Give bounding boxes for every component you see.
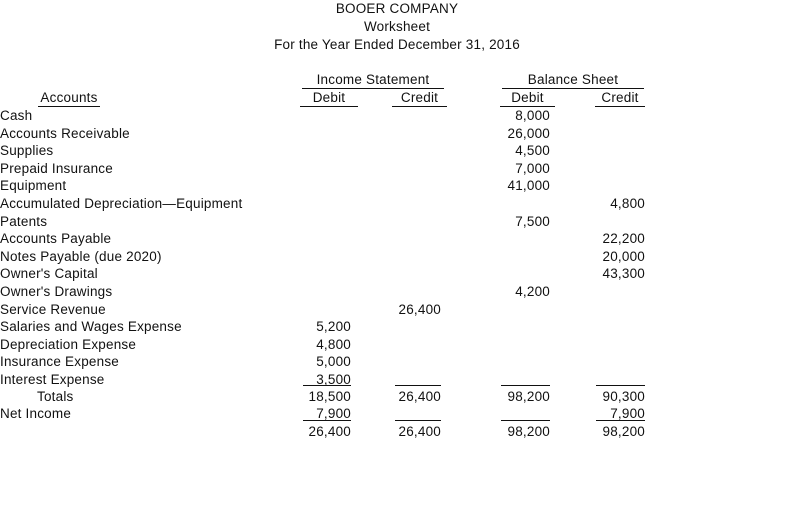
rule-totals-is-credit [395,385,441,386]
rule-grand-bs-credit [596,420,645,421]
account-name: Supplies [0,143,54,158]
bs-credit-cell: 4,800 [610,196,645,211]
grand-total-is-credit: 26,400 [398,424,441,439]
is-debit-cell: 4,800 [316,337,351,352]
bs-debit-cell: 4,500 [515,143,550,158]
account-name: Prepaid Insurance [0,161,113,176]
account-name: Service Revenue [0,302,106,317]
report-title: Worksheet [363,19,431,34]
bs-debit-cell: 7,500 [515,214,550,229]
totals-is-debit: 18,500 [308,389,351,404]
account-name: Insurance Expense [0,354,119,369]
totals-bs-debit: 98,200 [507,389,550,404]
grand-total-is-debit: 26,400 [308,424,351,439]
report-period: For the Year Ended December 31, 2016 [274,37,520,52]
accounts-column-header: Accounts [38,89,100,107]
account-name: Accumulated Depreciation—Equipment [0,196,243,211]
bs-debit-cell: 7,000 [515,161,550,176]
net-income-bs-credit: 7,900 [610,406,645,421]
account-name: Owner's Drawings [0,284,113,299]
income-statement-header: Income Statement [302,71,444,89]
rule-grand-bs-debit [501,420,550,421]
bs-debit-cell: 26,000 [507,126,550,141]
bs-debit-header: Debit [500,89,555,107]
account-name: Equipment [0,178,67,193]
is-debit-cell: 3,500 [316,372,351,387]
bs-debit-cell: 41,000 [507,178,550,193]
bs-credit-cell: 43,300 [602,266,645,281]
bs-credit-cell: 20,000 [602,249,645,264]
bs-debit-cell: 8,000 [515,108,550,123]
account-name: Owner's Capital [0,266,98,281]
rule-grand-is-credit [395,420,441,421]
account-name: Patents [0,214,48,229]
totals-is-credit: 26,400 [398,389,441,404]
rule-totals-bs-debit [501,385,550,386]
account-name: Notes Payable (due 2020) [0,249,162,264]
is-debit-header: Debit [300,89,358,107]
is-debit-cell: 5,000 [316,354,351,369]
is-credit-header: Credit [392,89,447,107]
account-name: Salaries and Wages Expense [0,319,182,334]
rule-grand-is-debit [303,420,351,421]
net-income-label: Net Income [0,406,72,421]
account-name: Interest Expense [0,372,105,387]
rule-totals-is-debit [303,385,351,386]
totals-bs-credit: 90,300 [602,389,645,404]
rule-totals-bs-credit [596,385,645,386]
account-name: Depreciation Expense [0,337,137,352]
is-debit-cell: 5,200 [316,319,351,334]
totals-label: Totals [37,389,74,404]
account-name: Cash [0,108,33,123]
bs-credit-cell: 22,200 [602,231,645,246]
company-name: BOOER COMPANY [335,1,459,16]
balance-sheet-header: Balance Sheet [502,71,644,89]
bs-credit-header: Credit [595,89,645,107]
grand-total-bs-credit: 98,200 [602,424,645,439]
net-income-is-debit: 7,900 [316,406,351,421]
bs-debit-cell: 4,200 [515,284,550,299]
account-name: Accounts Receivable [0,126,130,141]
grand-total-bs-debit: 98,200 [507,424,550,439]
is-credit-cell: 26,400 [398,302,441,317]
account-name: Accounts Payable [0,231,112,246]
